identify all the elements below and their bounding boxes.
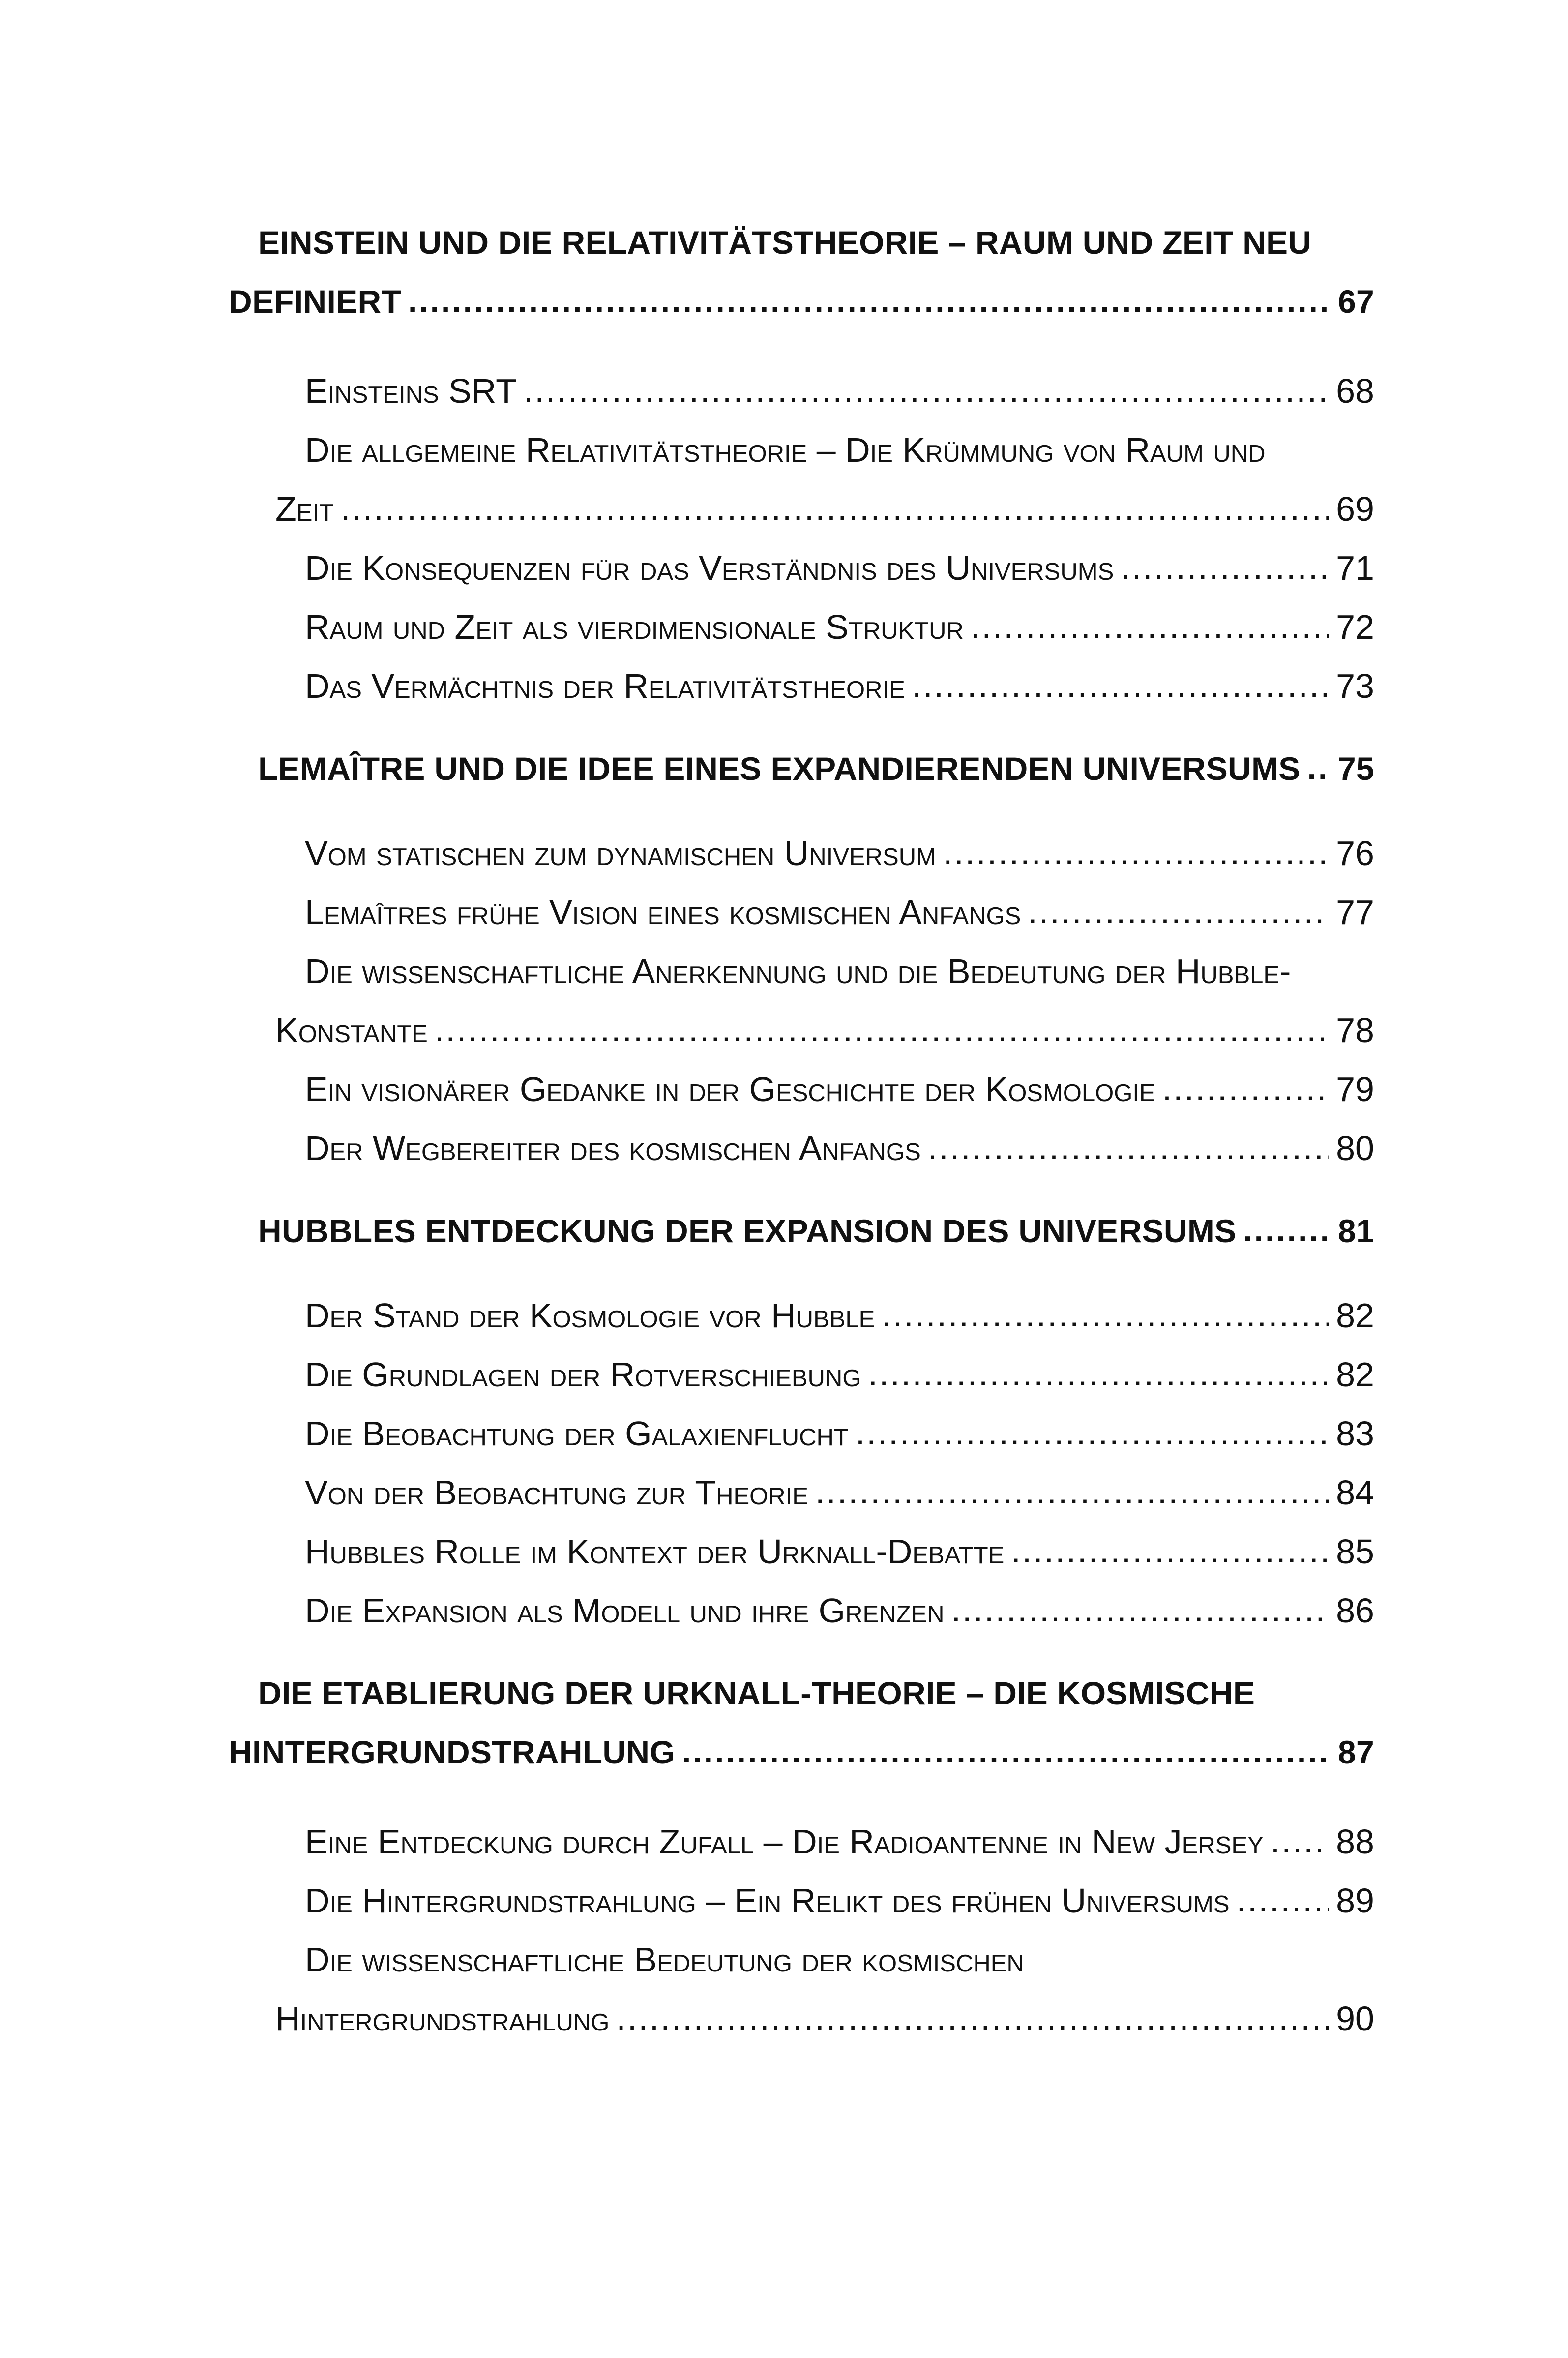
toc-title-text: Die wissenschaftliche Anerkennung und die Bedeutung der Hubble-: [305, 952, 1291, 990]
toc-page-number: 67: [1337, 283, 1374, 320]
toc-page-number: 86: [1336, 1591, 1374, 1630]
toc-page-number: 73: [1336, 667, 1374, 705]
toc-title-text: HINTERGRUNDSTRAHLUNG: [229, 1734, 675, 1770]
toc-line: [258, 1677, 1255, 1709]
toc-title-text: Die allgemeine Relativitätstheorie – Die Krümmung von Raum und: [305, 431, 1266, 469]
dot-leader: [341, 491, 1329, 525]
dot-leader: [1162, 1071, 1329, 1105]
toc-page-number: 83: [1336, 1414, 1374, 1453]
toc-page-number: 80: [1336, 1129, 1374, 1167]
toc-line: [305, 1072, 1374, 1106]
toc-line: [305, 1131, 1374, 1165]
toc-line: [258, 226, 1311, 259]
toc-page-number: 79: [1336, 1070, 1374, 1108]
toc-title-text: Die wissenschaftliche Bedeutung der kosmischen: [305, 1940, 1024, 1979]
toc-title-text: DIE ETABLIERUNG DER URKNALL-THEORIE – DIE KOSMISCHE: [258, 1675, 1255, 1711]
toc-line: [305, 895, 1374, 929]
toc-line: [305, 1593, 1374, 1628]
toc-page-number: 76: [1336, 834, 1374, 872]
toc-title-text: Das Vermächtnis der Relativitätstheorie: [305, 667, 905, 705]
toc-title-text: Konstante: [275, 1011, 428, 1049]
toc-page-number: 72: [1336, 608, 1374, 646]
toc-title-text: Zeit: [275, 490, 334, 528]
toc-page-number: 69: [1336, 490, 1374, 528]
toc-title-text: Ein visionärer Gedanke in der Geschichte der Kosmologie: [305, 1070, 1155, 1108]
toc-line: [305, 954, 1291, 988]
toc-page-number: 84: [1336, 1473, 1374, 1512]
dot-leader: [868, 1356, 1329, 1391]
toc-page-number: 68: [1336, 372, 1374, 410]
toc-line: [305, 433, 1266, 467]
toc-line: [305, 669, 1374, 703]
toc-line: [305, 1357, 1374, 1392]
toc-title-text: Der Wegbereiter des kosmischen Anfangs: [305, 1129, 921, 1167]
toc-line: [275, 1013, 1374, 1047]
toc-line: [275, 492, 1374, 526]
toc-line: [305, 1942, 1024, 1977]
dot-leader: [856, 1415, 1329, 1450]
toc-page-number: 82: [1336, 1355, 1374, 1394]
toc-page-number: 88: [1336, 1822, 1374, 1861]
toc-title-text: Die Konsequenzen für das Verständnis des Universums: [305, 549, 1114, 587]
toc-page-number: 89: [1336, 1881, 1374, 1920]
toc-title-text: Die Grundlagen der Rotverschiebung: [305, 1355, 861, 1394]
toc-title-text: DEFINIERT: [229, 283, 402, 320]
toc-line: [229, 1736, 1374, 1768]
dot-leader: [971, 609, 1329, 643]
toc-page-number: 75: [1337, 750, 1374, 787]
toc-line: [305, 374, 1374, 408]
toc-page-number: 87: [1337, 1734, 1374, 1770]
toc-line: [275, 2001, 1374, 2036]
toc-title-text: LEMAÎTRE UND DIE IDEE EINES EXPANDIERENDEN UNIVERSUMS: [258, 750, 1301, 787]
toc-line: [305, 1416, 1374, 1451]
toc-line: [258, 1215, 1374, 1247]
toc-title-text: Hubbles Rolle im Kontext der Urknall-Debatte: [305, 1532, 1005, 1571]
dot-leader: [1011, 1533, 1329, 1568]
toc-line: [305, 1475, 1374, 1510]
toc-line: [305, 1534, 1374, 1569]
toc-page-number: 90: [1336, 2000, 1374, 2038]
toc-title-text: Die Hintergrundstrahlung – Ein Relikt des frühen Universums: [305, 1881, 1230, 1920]
toc-page-number: 81: [1337, 1213, 1374, 1249]
toc-title-text: Vom statischen zum dynamischen Universum: [305, 834, 936, 872]
dot-leader: [951, 1592, 1330, 1627]
toc-page-number: 77: [1336, 893, 1374, 931]
toc-title-text: Hintergrundstrahlung: [275, 2000, 610, 2038]
toc-line: [305, 1298, 1374, 1333]
toc-line: [305, 610, 1374, 644]
dot-leader: [815, 1474, 1329, 1509]
toc-title-text: Von der Beobachtung zur Theorie: [305, 1473, 808, 1512]
dot-leader: [882, 1297, 1329, 1332]
dot-leader: [1121, 550, 1329, 584]
dot-leader: [928, 1130, 1329, 1164]
toc-line: [305, 551, 1374, 585]
dot-leader: [1271, 1823, 1329, 1858]
toc-title-text: Einsteins SRT: [305, 372, 517, 410]
toc-line: [229, 285, 1374, 318]
dot-leader: [1243, 1214, 1331, 1246]
dot-leader: [682, 1735, 1331, 1767]
toc-title-text: Lemaîtres frühe Vision eines kosmischen Anfangs: [305, 893, 1021, 931]
toc-title-text: Der Stand der Kosmologie vor Hubble: [305, 1296, 875, 1335]
toc-page-number: 78: [1336, 1011, 1374, 1049]
dot-leader: [1028, 894, 1329, 928]
toc-title-text: Die Expansion als Modell und ihre Grenzen: [305, 1591, 945, 1630]
toc-page-number: 85: [1336, 1532, 1374, 1571]
toc-line: [305, 836, 1374, 870]
toc-title-text: EINSTEIN UND DIE RELATIVITÄTSTHEORIE – RAUM UND ZEIT NEU: [258, 224, 1312, 261]
toc-title-text: Die Beobachtung der Galaxienflucht: [305, 1414, 849, 1453]
toc-title-text: Raum und Zeit als vierdimensionale Struktur: [305, 608, 964, 646]
dot-leader: [616, 2000, 1329, 2035]
dot-leader: [435, 1012, 1329, 1046]
toc-page-number: 71: [1336, 549, 1374, 587]
dot-leader: [943, 835, 1329, 869]
toc-line: [305, 1883, 1374, 1918]
dot-leader: [912, 668, 1329, 702]
toc-line: [305, 1824, 1374, 1859]
toc-line: [258, 752, 1374, 785]
dot-leader: [1237, 1882, 1330, 1917]
toc-page-number: 82: [1336, 1296, 1374, 1335]
dot-leader: [524, 373, 1329, 407]
toc-title-text: HUBBLES ENTDECKUNG DER EXPANSION DES UNIVERSUMS: [258, 1213, 1237, 1249]
dot-leader: [408, 284, 1331, 317]
dot-leader: [1307, 751, 1331, 784]
toc-title-text: Eine Entdeckung durch Zufall – Die Radioantenne in New Jersey: [305, 1822, 1264, 1861]
